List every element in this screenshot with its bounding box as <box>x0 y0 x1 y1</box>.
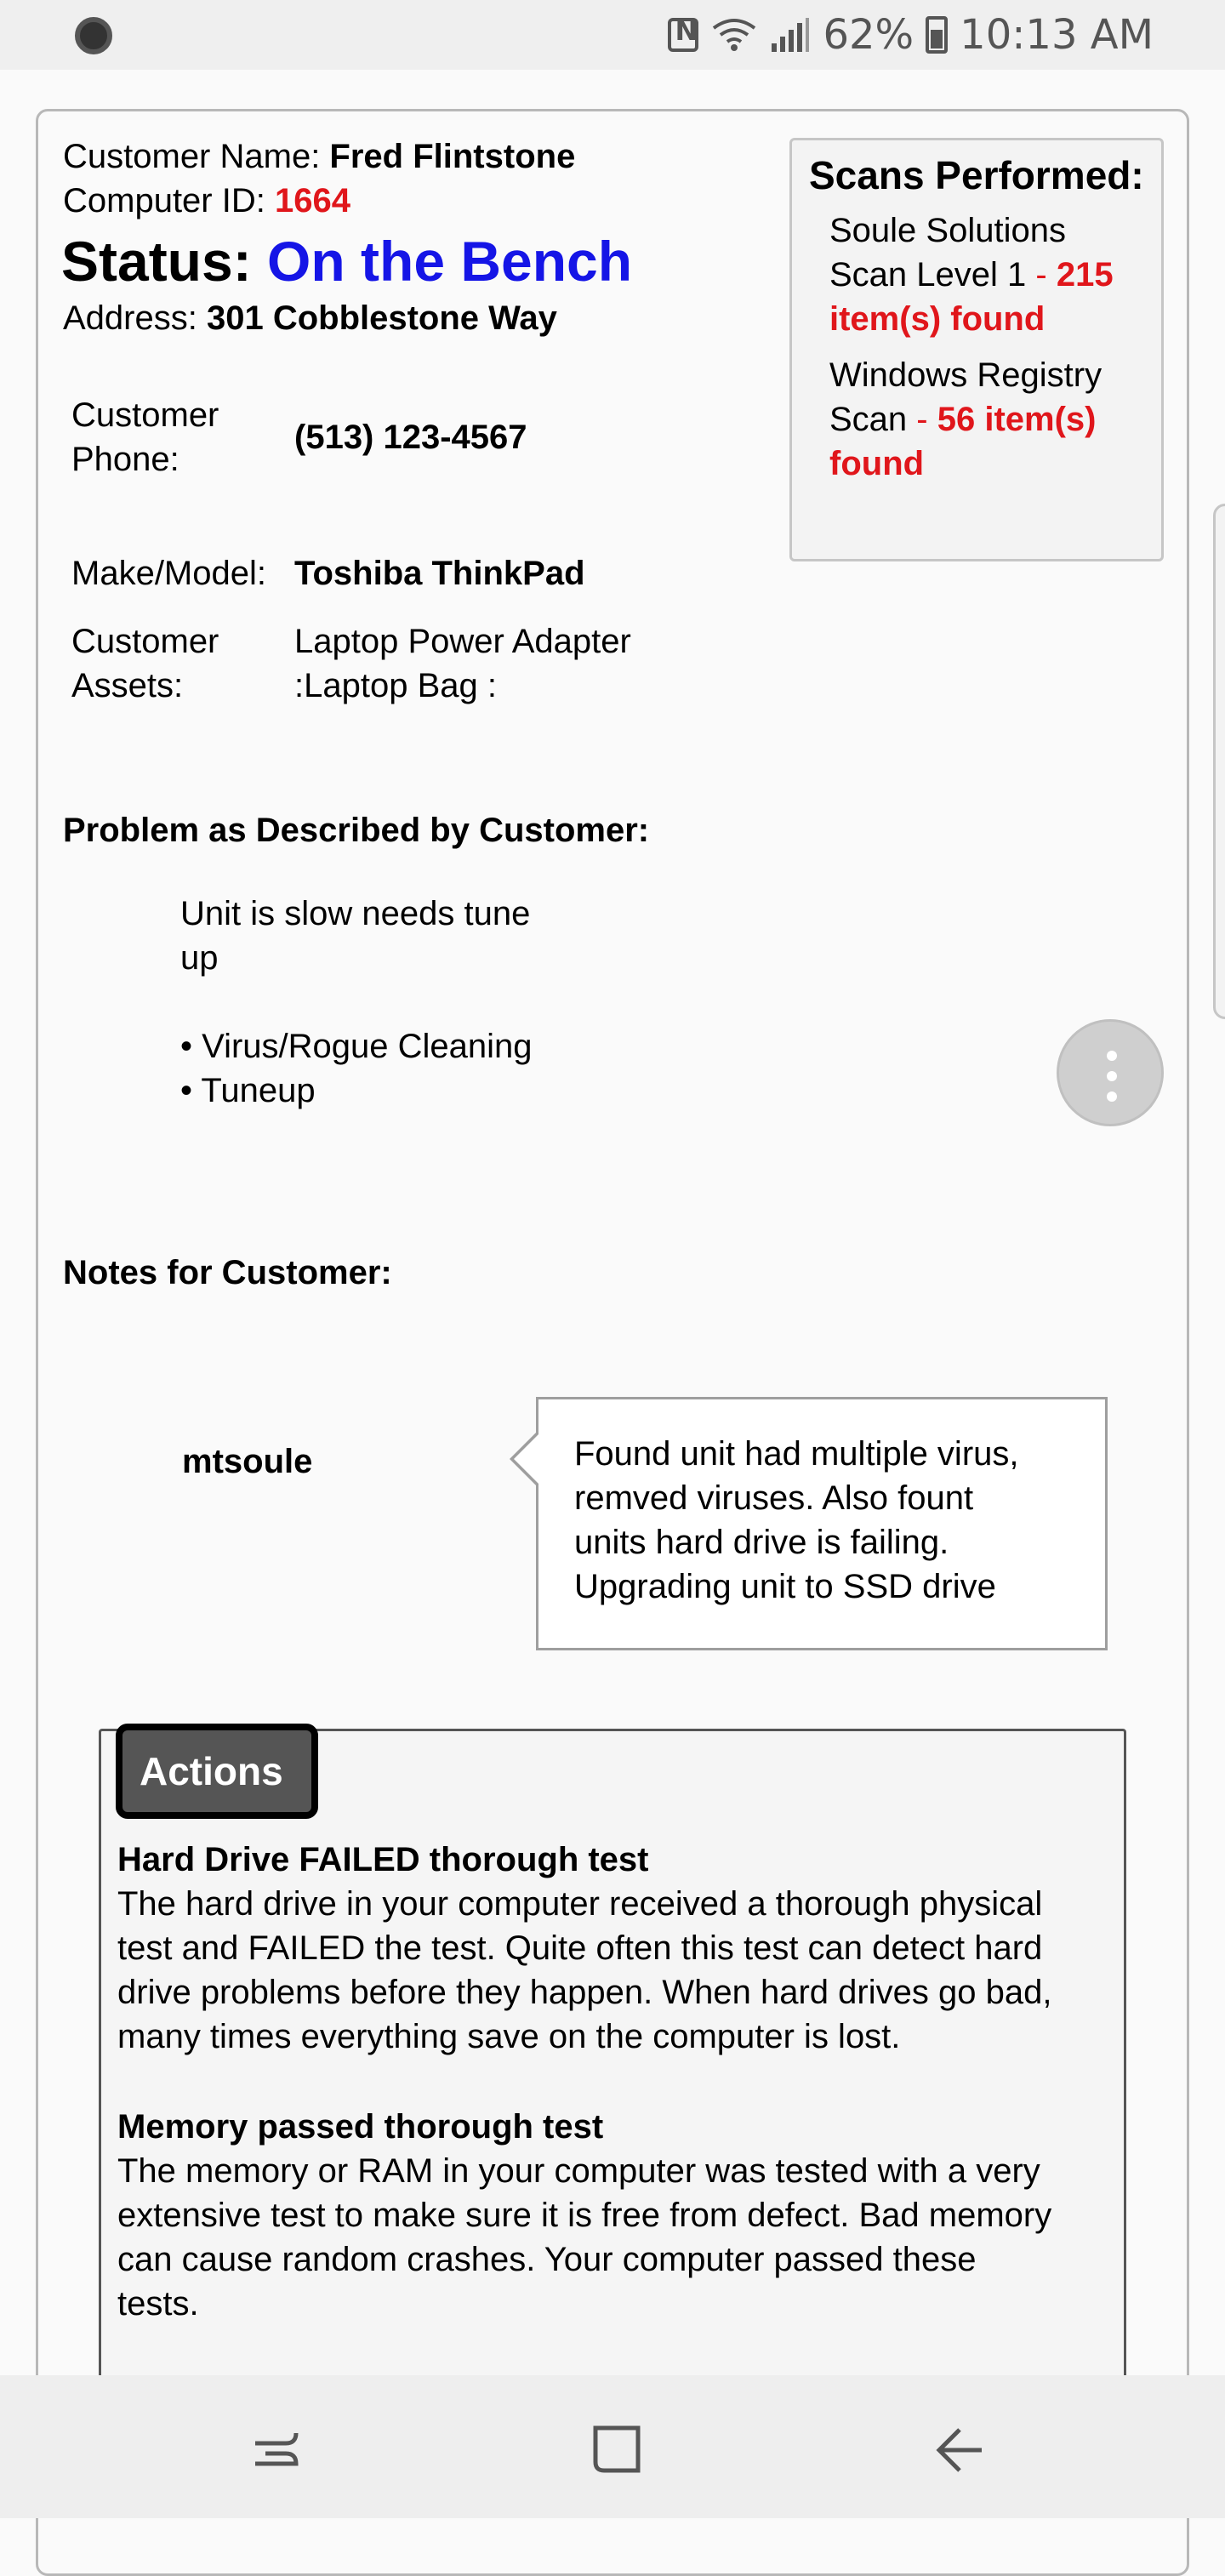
more-vert-icon <box>1107 1051 1117 1061</box>
actions-tab[interactable]: Actions <box>116 1724 318 1819</box>
wifi-icon <box>710 16 758 54</box>
more-vert-icon <box>1107 1071 1117 1081</box>
computer-id-label: Computer ID: <box>63 182 275 219</box>
action-text-line: tests. <box>117 2285 199 2322</box>
assets-value-line2: :Laptop Bag : <box>294 667 497 704</box>
scan-dash: - <box>907 401 937 438</box>
scan-name-line2 <box>829 397 1153 442</box>
phone-value[interactable]: (513) 123-4567 <box>294 419 527 456</box>
action-text-line: many times everything save on the computer is lost. <box>117 2018 901 2055</box>
service-item: • Tuneup <box>180 1072 316 1109</box>
customer-name-row <box>63 134 575 179</box>
recents-icon[interactable] <box>247 2419 306 2479</box>
action-text-line: extensive test to make sure it is free from defect. Bad memory <box>117 2197 1052 2234</box>
status-label: Status: <box>61 230 252 293</box>
scan-name-line2 <box>829 253 1153 297</box>
home-icon[interactable] <box>587 2419 647 2479</box>
action-text-line: can cause random crashes. Your computer passed these <box>117 2241 977 2278</box>
action-title: Hard Drive FAILED thorough test <box>117 1841 649 1878</box>
status-value: On the Bench <box>267 230 633 293</box>
action-text-line: test and FAILED the test. Quite often this test can detect hard <box>117 1929 1043 1967</box>
more-options-button[interactable] <box>1057 1019 1164 1126</box>
phone-label-line2: Phone: <box>71 441 179 478</box>
assets-label-line2: Assets: <box>71 667 184 704</box>
action-text-line: The memory or RAM in your computer was tested with a very <box>117 2152 1040 2190</box>
scan-dash: - <box>1026 256 1057 294</box>
edge-panel-handle[interactable] <box>1213 504 1225 1019</box>
assets-label-line1: Customer <box>71 623 219 660</box>
notification-icon <box>75 17 112 54</box>
scans-panel <box>789 138 1164 561</box>
phone-label-line1: Customer <box>71 396 219 434</box>
notes-heading: Notes for Customer: <box>63 1254 392 1291</box>
scan-name-part: Scan Level 1 <box>829 256 1027 294</box>
scan-name-line1: Windows Registry <box>829 356 1102 394</box>
service-item: • Virus/Rogue Cleaning <box>180 1028 533 1065</box>
back-icon[interactable] <box>929 2419 989 2479</box>
scan-count-suffix: item(s) found <box>829 300 1046 338</box>
status-bar <box>0 0 1225 70</box>
note-line: Upgrading unit to SSD drive <box>574 1568 996 1605</box>
scan-name-line1: Soule Solutions <box>829 212 1066 249</box>
make-model-value: Toshiba ThinkPad <box>294 555 585 592</box>
note-bubble <box>536 1397 1108 1650</box>
computer-id-row <box>63 179 350 223</box>
problem-description-line2: up <box>180 939 219 977</box>
scan-item <box>829 353 1153 486</box>
customer-name-label: Customer Name: <box>63 138 330 175</box>
scan-count-suffix: found <box>829 445 925 482</box>
computer-id: 1664 <box>274 182 350 219</box>
action-text-line: drive problems before they happen. When hard drives go bad, <box>117 1974 1052 2011</box>
address-row <box>63 296 557 340</box>
action-title: Memory passed thorough test <box>117 2108 604 2146</box>
note-line: remved viruses. Also fount <box>574 1479 974 1517</box>
more-vert-icon <box>1107 1091 1117 1102</box>
note-text <box>574 1432 1085 1609</box>
note-line: Found unit had multiple virus, <box>574 1435 1019 1473</box>
problem-description-line1: Unit is slow needs tune <box>180 895 531 932</box>
scans-title: Scans Performed: <box>809 153 1144 197</box>
action-text-line: The hard drive in your computer received a thorough physical <box>117 1885 1043 1923</box>
status-row <box>61 228 632 294</box>
note-author: mtsoule <box>182 1443 313 1480</box>
clock: 10:13 AM <box>960 11 1154 59</box>
customer-name: Fred Flintstone <box>329 138 576 175</box>
scan-count: 56 item(s) <box>937 401 1097 438</box>
scan-item <box>829 208 1153 341</box>
make-model-label: Make/Model: <box>71 555 266 592</box>
note-line: units hard drive is failing. <box>574 1524 949 1561</box>
address-value: 301 Cobblestone Way <box>206 299 557 337</box>
signal-icon <box>770 16 811 54</box>
nfc-icon <box>668 18 698 52</box>
navigation-bar <box>0 2375 1225 2518</box>
scan-name-part: Scan <box>829 401 908 438</box>
status-bar-right <box>668 9 1154 61</box>
problem-heading: Problem as Described by Customer: <box>63 812 650 849</box>
battery-icon <box>926 16 948 54</box>
battery-percent: 62% <box>823 11 914 59</box>
address-label: Address: <box>63 299 207 337</box>
assets-value-line1: Laptop Power Adapter <box>294 623 631 660</box>
scan-count: 215 <box>1056 256 1114 294</box>
